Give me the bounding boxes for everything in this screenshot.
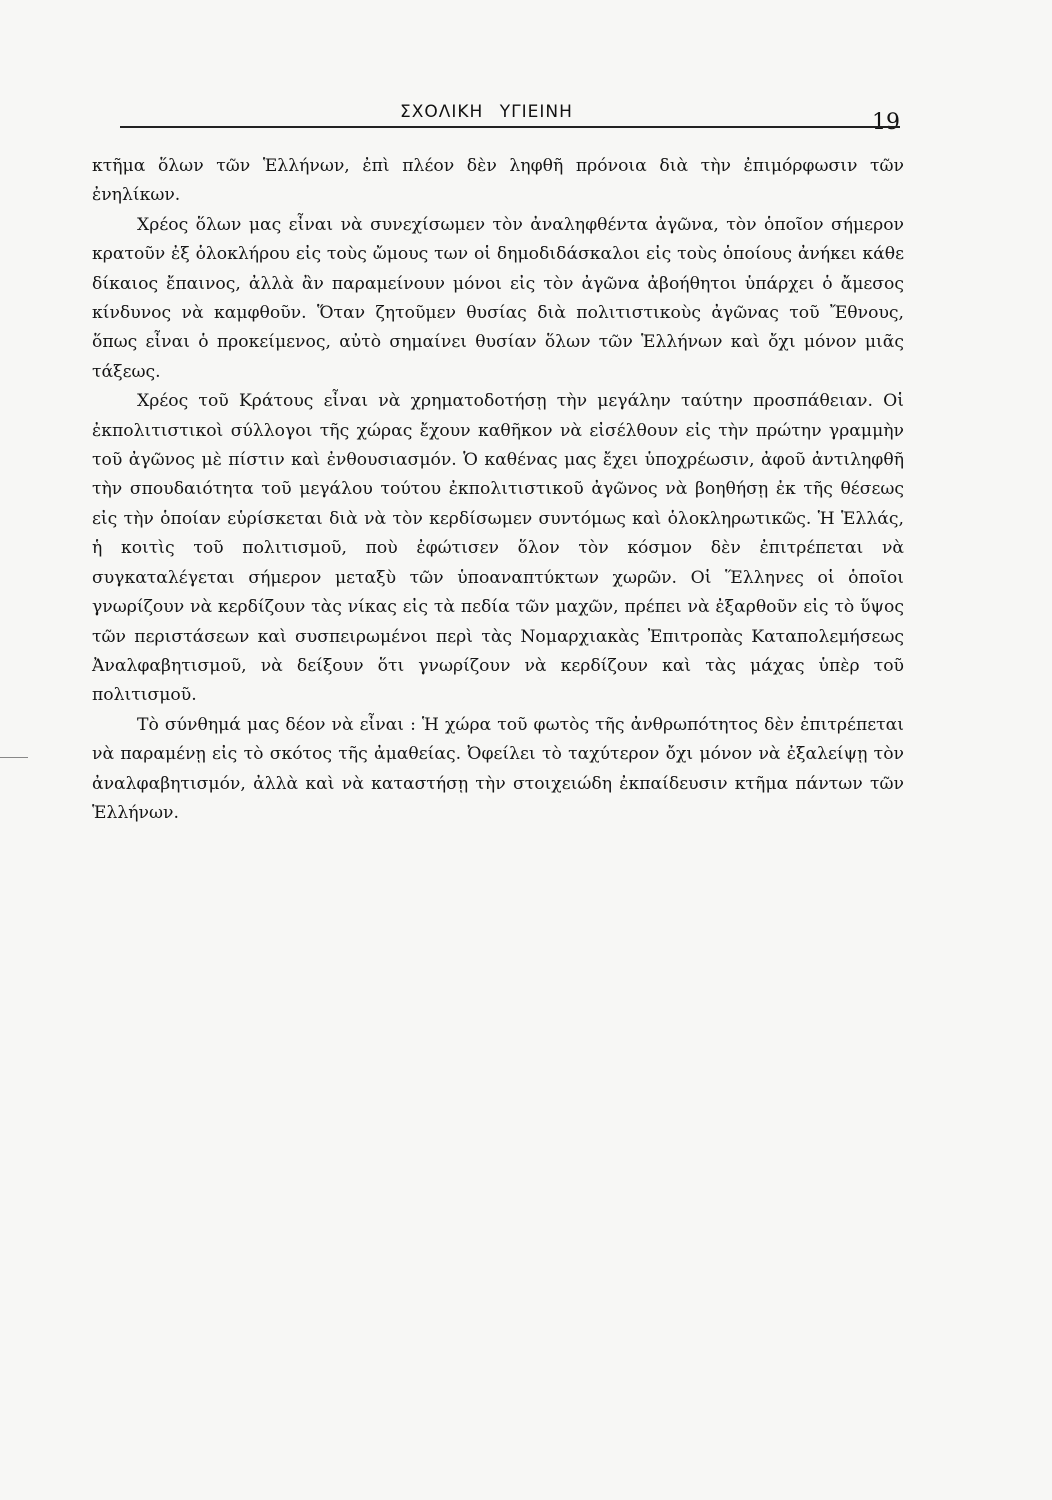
- page-number: 19: [872, 110, 900, 135]
- scan-edge-mark: [0, 757, 28, 758]
- paragraph-motto: Τὸ σύνθημά μας δέον νὰ εἶναι : Ἡ χώρα τοῦ φωτὸς τῆς ἀνθρωπότητος δὲν ἐπιτρέπεται νὰ παραμένῃ εἰς τὸ σκότος τῆς ἀμαθείας. Ὀφείλει τὸ ταχύτερον ὄχι μόνον νὰ ἐξαλείψῃ τὸν ἀναλφαβητισμόν, ἀλλὰ καὶ νὰ καταστήσῃ τὴν στοιχειώδη ἐκπαίδευσιν κτῆμα πάντων τῶν Ἑλλήνων.: [92, 714, 904, 823]
- header-rule: [120, 126, 900, 128]
- running-title: ΣΧΟΛΙΚΗ ΥΓΙΕΙΝΗ: [400, 102, 573, 122]
- paragraph-duty-of-all: Χρέος ὅλων μας εἶναι νὰ συνεχίσωμεν τὸν ἀναληφθέντα ἀγῶνα, τὸν ὁποῖον σήμερον κρατοῦν ἐξ ὁλοκλήρου εἰς τοὺς ὤμους των οἱ δημοδιδάσκαλοι εἰς τοὺς ὁποίους ἀνήκει κάθε δίκαιος ἔπαινος, ἀλλὰ ἂν παραμείνουν μόνοι εἰς τὸν ἀγῶνα ἀβοήθητοι ὑπάρχει ὁ ἄμεσος κίνδυνος νὰ καμφθοῦν. Ὅταν ζητοῦμεν θυσίας διὰ πολιτιστικοὺς ἀγῶνας τοῦ Ἔθνους, ὅπως εἶναι ὁ προκείμενος, αὐτὸ σημαίνει θυσίαν ὅλων τῶν Ἑλλήνων καὶ ὄχι μόνον μιᾶς τάξεως.: [92, 214, 904, 382]
- body-text: [92, 152, 904, 828]
- paragraph-continuation: κτῆμα ὅλων τῶν Ἑλλήνων, ἐπὶ πλέον δὲν ληφθῆ πρόνοια διὰ τὴν ἐπιμόρφωσιν τῶν ἐνηλίκων.: [92, 156, 904, 206]
- running-header: [120, 100, 900, 140]
- paragraph-duty-of-state: Χρέος τοῦ Κράτους εἶναι νὰ χρηματοδοτήσῃ τὴν μεγάλην ταύτην προσπάθειαν. Οἱ ἐκπολιτιστικοὶ σύλλογοι τῆς χώρας ἔχουν καθῆκον νὰ εἰσέλθουν εἰς τὴν πρώτην γραμμὴν τοῦ ἀγῶνος μὲ πίστιν καὶ ἐνθουσιασμόν. Ὁ καθένας μας ἔχει ὑποχρέωσιν, ἀφοῦ ἀντιληφθῆ τὴν σπουδαιότητα τοῦ μεγάλου τούτου ἐκπολιτιστικοῦ ἀγῶνος νὰ βοηθήσῃ ἐκ τῆς θέσεως εἰς τὴν ὁποίαν εὑρίσκεται διὰ νὰ τὸν κερδίσωμεν συντόμως καὶ ὁλοκληρωτικῶς. Ἡ Ἑλλάς, ἡ κοιτὶς τοῦ πολιτισμοῦ, ποὺ ἐφώτισεν ὅλον τὸν κόσμον δὲν ἐπιτρέπεται νὰ συγκαταλέγεται σήμερον μεταξὺ τῶν ὑποαναπτύκτων χωρῶν. Οἱ Ἕλληνες οἱ ὁποῖοι γνωρίζουν νὰ κερδίζουν τὰς νίκας εἰς τὰ πεδία τῶν μαχῶν, πρέπει νὰ ἐξαρθοῦν εἰς τὸ ὕψος τῶν περιστάσεων καὶ συσπειρωμένοι περὶ τὰς Νομαρχιακὰς Ἐπιτροπὰς Καταπολεμήσεως Ἀναλφαβητισμοῦ, νὰ δείξουν ὅτι γνωρίζουν νὰ κερδίζουν καὶ τὰς μάχας ὑπὲρ τοῦ πολιτισμοῦ.: [92, 391, 904, 706]
